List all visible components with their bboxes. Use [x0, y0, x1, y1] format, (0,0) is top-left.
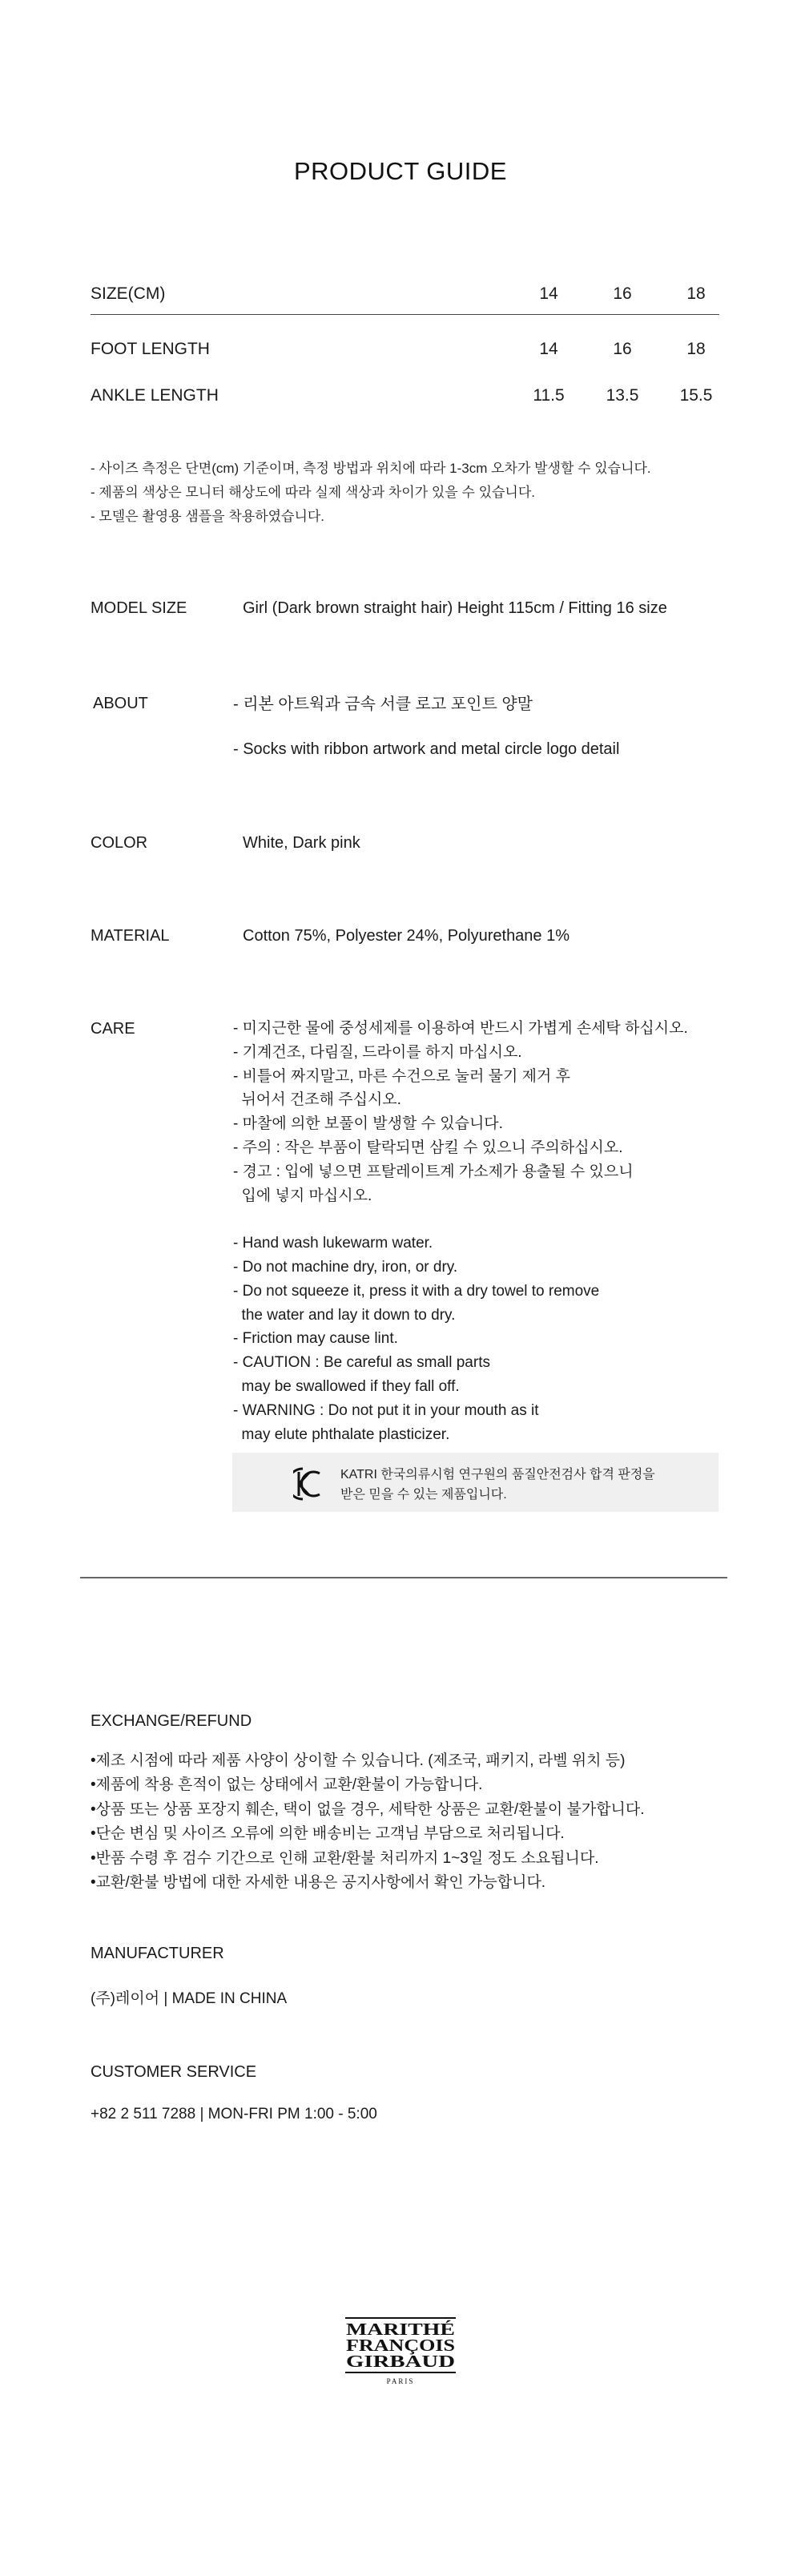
row-value: 14 [539, 340, 558, 358]
model-size-value: Girl (Dark brown straight hair) Height 115cm / Fitting 16 size [243, 599, 667, 617]
about-line: - 리본 아트웍과 금속 서클 로고 포인트 양말 [233, 695, 533, 713]
about-line: - Socks with ribbon artwork and metal circle logo detail [233, 740, 620, 758]
model-size-label: MODEL SIZE [91, 599, 187, 617]
care-line: 입에 넣지 마십시오. [233, 1187, 372, 1204]
katri-line: KATRI 한국의류시험 연구원의 품질안전검사 합격 판정을 [340, 1468, 655, 1482]
size-table-header [91, 280, 719, 315]
row-value: 13.5 [606, 386, 639, 405]
customer-service-heading: CUSTOMER SERVICE [91, 2063, 257, 2081]
exchange-list [91, 1749, 747, 1895]
customer-service-value: +82 2 511 7288 | MON-FRI PM 1:00 - 5:00 [91, 2106, 377, 2122]
section-divider [80, 1577, 727, 1578]
exchange-line: •단순 변심 및 사이즈 오류에 의한 배송비는 고객님 부담으로 처리됩니다. [91, 1825, 565, 1843]
logo-sub: PARIS [386, 2377, 415, 2385]
exchange-line: •반품 수령 후 검수 기간으로 인해 교환/환불 처리까지 1~3일 정도 소요됩니다. [91, 1849, 599, 1867]
size-header-value: 18 [686, 284, 706, 303]
about-label: ABOUT [93, 695, 148, 712]
care-line: - 비틀어 짜지말고, 마른 수건으로 눌러 물기 제거 후 [233, 1067, 570, 1085]
katri-certification-box [232, 1453, 718, 1512]
brand-logo [342, 2316, 459, 2389]
row-value: 11.5 [533, 386, 565, 405]
row-value: 16 [613, 340, 632, 358]
care-line: - 미지근한 물에 중성세제를 이용하여 반드시 가볍게 손세탁 하십시오. [233, 1020, 688, 1037]
note-line: - 사이즈 측정은 단면(cm) 기준이며, 측정 방법과 위치에 따라 1-3cm 오차가 발생할 수 있습니다. [91, 461, 651, 476]
size-table-row [91, 337, 719, 369]
exchange-line: •제조 시점에 따라 제품 사양이 상이할 수 있습니다. (제조국, 패키지, 라벨 위치 등) [91, 1752, 626, 1769]
care-line: - Friction may cause lint. [233, 1330, 398, 1348]
care-line: the water and lay it down to dry. [233, 1306, 456, 1324]
row-value: 15.5 [679, 386, 713, 405]
row-label: ANKLE LENGTH [91, 386, 219, 405]
material-value: Cotton 75%, Polyester 24%, Polyurethane 1% [243, 927, 570, 945]
exchange-line: •제품에 착용 흔적이 없는 상태에서 교환/환불이 가능합니다. [91, 1776, 483, 1794]
note-line: - 모델은 촬영용 샘플을 착용하였습니다. [91, 509, 325, 524]
size-table-row [91, 383, 719, 415]
care-line: - Do not squeeze it, press it with a dry towel to remove [233, 1282, 600, 1300]
row-value: 18 [686, 340, 706, 358]
care-line: - 마찰에 의한 보풀이 발생할 수 있습니다. [233, 1115, 503, 1133]
color-label: COLOR [91, 834, 148, 852]
care-line: - Hand wash lukewarm water. [233, 1235, 433, 1252]
material-label: MATERIAL [91, 927, 170, 945]
kc-certification-icon [293, 1465, 322, 1502]
care-line: may elute phthalate plasticizer. [233, 1425, 450, 1443]
care-line: - WARNING : Do not put it in your mouth as it [233, 1401, 539, 1419]
size-header-value: 14 [539, 284, 558, 303]
logo-line: MARITHÉ [346, 2320, 455, 2339]
size-header-value: 16 [613, 284, 632, 303]
care-line: may be swallowed if they fall off. [233, 1377, 460, 1395]
katri-line: 받은 믿을 수 있는 제품입니다. [340, 1488, 507, 1502]
care-label: CARE [91, 1020, 135, 1038]
care-line: - 주의 : 작은 부품이 탈락되면 삼킬 수 있으니 주의하십시오. [233, 1139, 623, 1156]
care-line: 뉘어서 건조해 주십시오. [233, 1091, 401, 1109]
logo-line: FRANÇOIS [346, 2336, 455, 2355]
size-notes [91, 457, 731, 529]
size-header-label: SIZE(CM) [91, 284, 166, 303]
row-label: FOOT LENGTH [91, 340, 210, 358]
exchange-heading: EXCHANGE/REFUND [91, 1712, 252, 1730]
manufacturer-heading: MANUFACTURER [91, 1945, 224, 1962]
care-line [233, 1207, 730, 1232]
exchange-line: •교환/환불 방법에 대한 자세한 내용은 공지사항에서 확인 가능합니다. [91, 1874, 546, 1892]
page-title: PRODUCT GUIDE [293, 157, 507, 185]
color-value: White, Dark pink [243, 834, 360, 852]
manufacturer-value: (주)레이어 | MADE IN CHINA [91, 1990, 288, 2007]
care-line: - 기계건조, 다림질, 드라이를 하지 마십시오. [233, 1043, 522, 1061]
exchange-line: •상품 또는 상품 포장지 훼손, 택이 없을 경우, 세탁한 상품은 교환/환불이 불가합니다. [91, 1800, 645, 1818]
care-line: - Do not machine dry, iron, or dry. [233, 1258, 458, 1276]
logo-line: GIRBAUD [346, 2352, 455, 2371]
note-line: - 제품의 색상은 모니터 해상도에 따라 실제 색상과 차이가 있을 수 있습니다. [91, 485, 535, 500]
care-line: - CAUTION : Be careful as small parts [233, 1354, 490, 1372]
care-line: - 경고 : 입에 넣으면 프탈레이트계 가소제가 용출될 수 있으니 [233, 1163, 634, 1180]
